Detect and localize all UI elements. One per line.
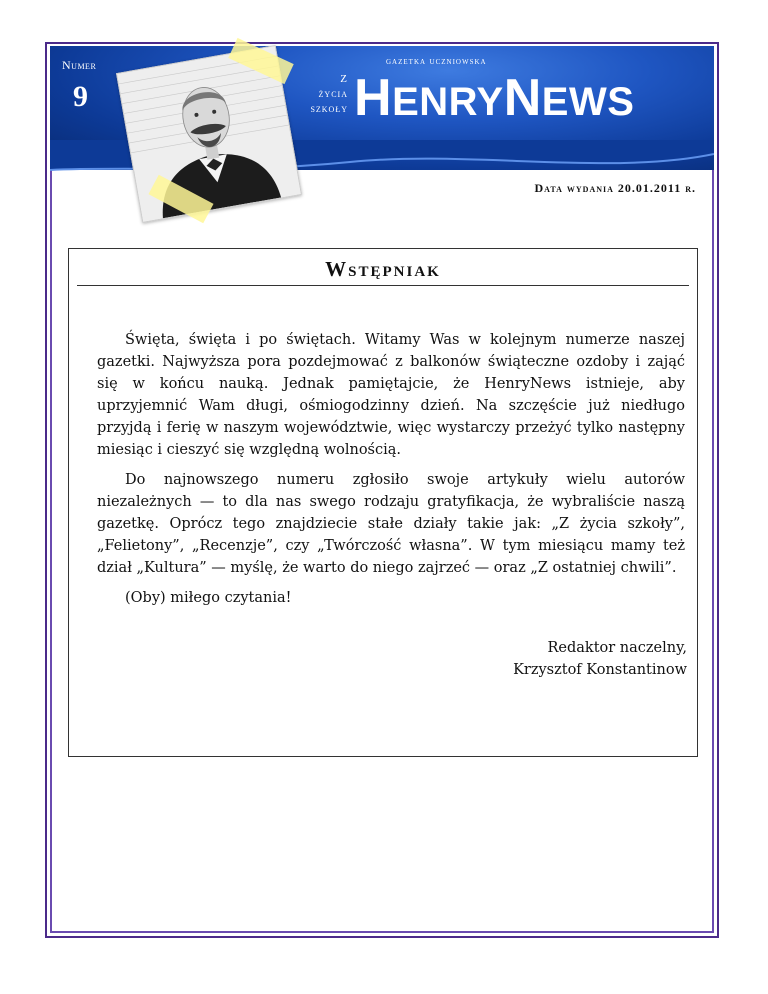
editorial-paragraph: Do najnowszego numeru zgłosiło swoje artykuły wielu autorów niezależnych — to dla nas swego rodzaju gratyfikacja, że wybraliście naszą gazetkę. Oprócz tego znajdziecie stałe działy takie jak: „Z życia szkoły”, „Felietony”, „Recenzje”, czy „Twórczość własna”. W tym miesiącu mamy też dział „Kultura” — myślę, że warto do niego zajrzeć — oraz „Z ostatniej chwili”. [97,472,685,576]
section-tagline-line: Z [340,73,348,85]
title-initial: N [503,69,542,127]
newspaper-kicker: gazetka uczniowska [386,56,487,67]
editorial-paragraph: (Oby) miłego czytania! [125,590,292,606]
editorial-box [68,248,698,757]
issue-number: 9 [73,80,88,113]
section-tagline-line: życia [318,88,348,100]
editorial-title: Wstępniak [325,257,441,281]
section-tagline [284,72,348,117]
title-divider [77,285,689,286]
issue-date: Data wydania 20.01.2011 r. [534,181,696,195]
signature [513,637,687,681]
newspaper-title [354,68,634,128]
signature-name: Krzysztof Konstantinow [513,662,687,678]
editorial-body [97,329,685,617]
section-tagline-line: szkoły [310,103,348,115]
title-initial: H [354,69,393,127]
title-part: EWS [541,80,635,124]
issue-label: Numer [62,58,97,72]
title-part: ENRY [392,80,504,124]
editorial-paragraph: Święta, święta i po świętach. Witamy Was w kolejnym numerze naszej gazetki. Najwyższa pora pozdejmować z balkonów świąteczne ozdoby i zająć się w końcu nauką. Jednak pamiętajcie, że HenryNews istnieje, aby uprzyjemnić Wam długi, ośmiogodzinny dzień. Na szczęście już niedługo przyjdą i ferię w naszym województwie, więc wystarczy przeżyć tylko następny miesiąc i cieszyć się względną wolnością. [97,332,685,458]
signature-role: Redaktor naczelny, [547,640,687,656]
